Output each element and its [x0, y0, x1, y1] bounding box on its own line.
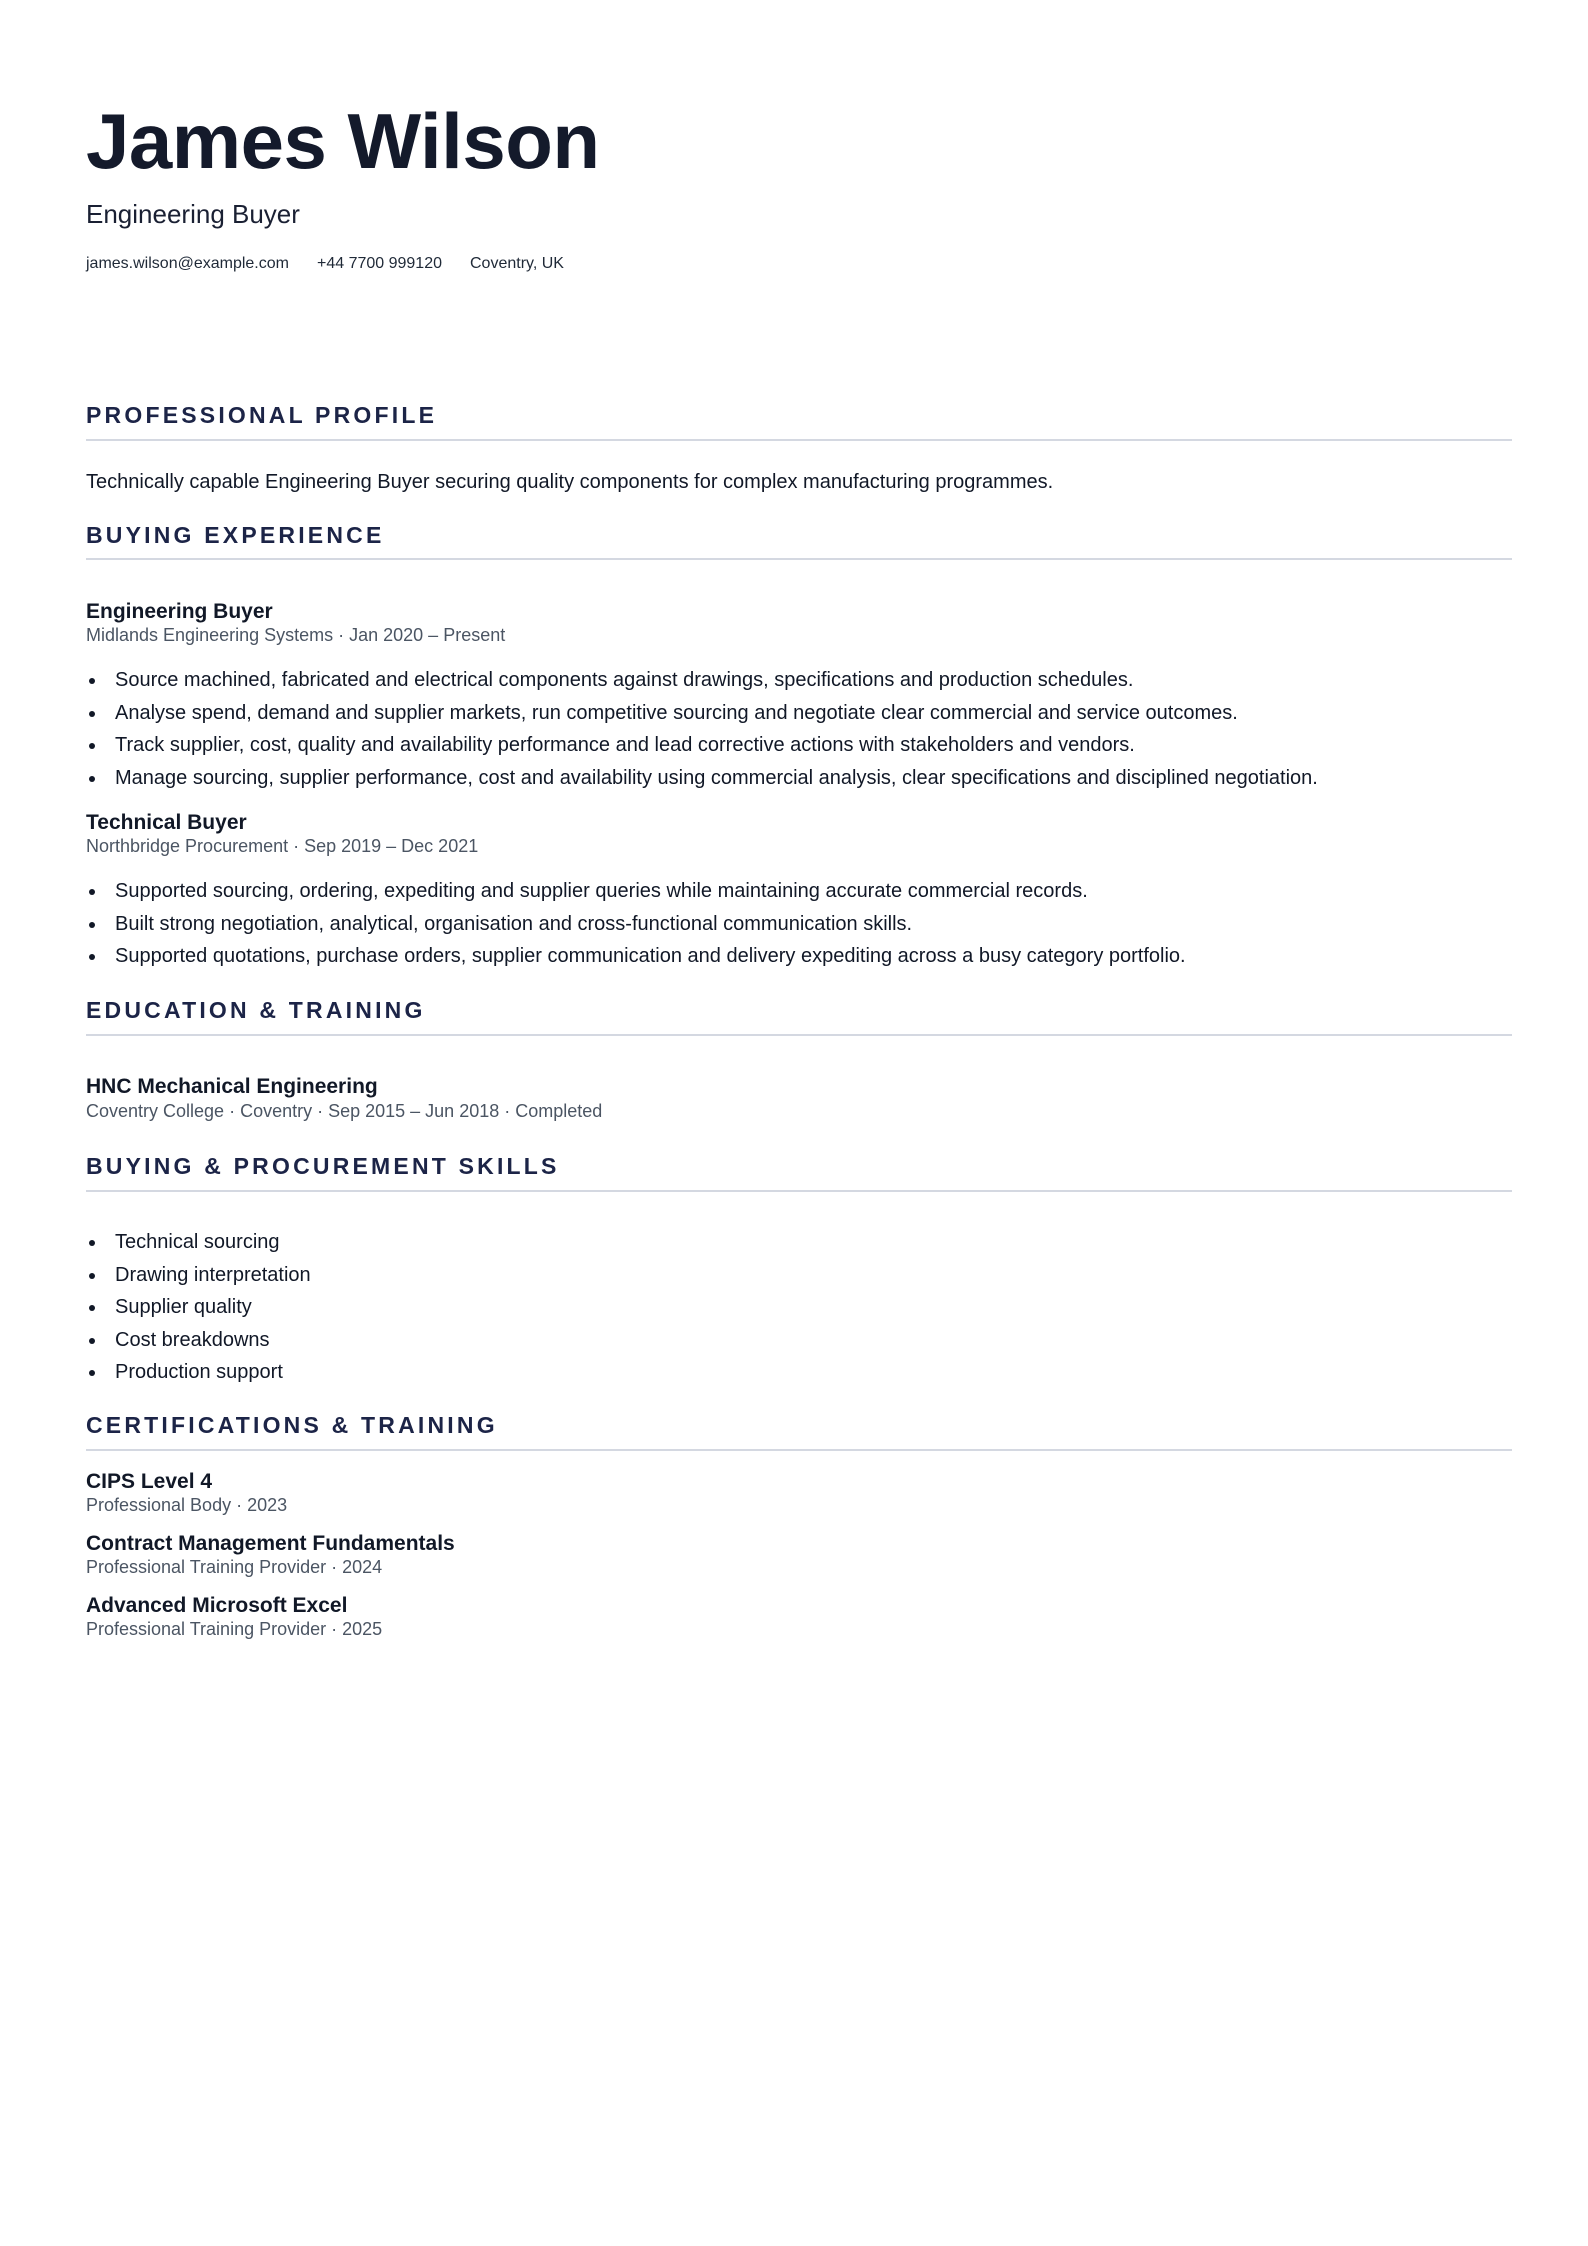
section-heading-profile: PROFESSIONAL PROFILE — [86, 402, 438, 428]
candidate-title: Engineering Buyer — [86, 199, 300, 229]
profile-summary: Technically capable Engineering Buyer securing quality components for complex manufacturing programmes. — [86, 471, 1054, 493]
section-divider — [86, 1034, 1512, 1036]
skill-item: Supplier quality — [86, 1291, 311, 1324]
job-bullets — [86, 875, 1186, 973]
certification-meta: Professional Training Provider · 2024 — [86, 1557, 383, 1577]
section-divider — [86, 1190, 1512, 1192]
section-heading-certifications: CERTIFICATIONS & TRAINING — [86, 1412, 498, 1438]
section-divider — [86, 439, 1512, 441]
contact-location: Coventry, UK — [470, 255, 564, 272]
contact-phone[interactable]: +44 7700 999120 — [316, 255, 442, 272]
job-bullets — [86, 664, 1318, 794]
job-meta: Northbridge Procurement · Sep 2019 – Dec 2021 — [86, 836, 479, 856]
education-meta: Coventry College · Coventry · Sep 2015 – Jun 2018 · Completed — [86, 1101, 603, 1121]
section-heading-experience: BUYING EXPERIENCE — [86, 522, 385, 548]
job-bullet: Track supplier, cost, quality and availability performance and lead corrective actions with stakeholders and vendors. — [86, 729, 1318, 762]
job-bullet: Analyse spend, demand and supplier markets, run competitive sourcing and negotiate clear commercial and service outcomes. — [86, 697, 1318, 730]
certification-meta: Professional Training Provider · 2025 — [86, 1619, 383, 1639]
certification-title: CIPS Level 4 — [86, 1470, 213, 1493]
skill-item: Drawing interpretation — [86, 1259, 311, 1292]
skill-item: Cost breakdowns — [86, 1324, 311, 1357]
skill-item: Production support — [86, 1356, 311, 1389]
section-divider — [86, 558, 1512, 560]
education-title: HNC Mechanical Engineering — [86, 1075, 378, 1098]
contact-email[interactable]: james.wilson@example.com — [86, 255, 289, 272]
section-divider — [86, 1449, 1512, 1451]
job-bullet: Supported sourcing, ordering, expediting and supplier queries while maintaining accurate commercial records. — [86, 875, 1186, 908]
job-title: Engineering Buyer — [86, 600, 273, 623]
job-bullet: Supported quotations, purchase orders, supplier communication and delivery expediting across a busy category portfolio. — [86, 940, 1186, 973]
certification-title: Contract Management Fundamentals — [86, 1532, 455, 1555]
skill-item: Technical sourcing — [86, 1226, 311, 1259]
job-meta: Midlands Engineering Systems · Jan 2020 – Present — [86, 625, 506, 645]
certification-title: Advanced Microsoft Excel — [86, 1594, 348, 1617]
certification-meta: Professional Body · 2023 — [86, 1495, 288, 1515]
section-heading-education: EDUCATION & TRAINING — [86, 997, 426, 1023]
contact-info — [86, 254, 564, 274]
section-heading-skills: BUYING & PROCUREMENT SKILLS — [86, 1153, 560, 1179]
job-bullet: Manage sourcing, supplier performance, cost and availability using commercial analysis, clear specifications and disciplined negotiation. — [86, 762, 1318, 795]
job-title: Technical Buyer — [86, 811, 247, 834]
job-bullet: Built strong negotiation, analytical, organisation and cross-functional communication skills. — [86, 908, 1186, 941]
candidate-name: James Wilson — [86, 97, 600, 185]
skills-list — [86, 1226, 311, 1389]
job-bullet: Source machined, fabricated and electrical components against drawings, specifications and production schedules. — [86, 664, 1318, 697]
